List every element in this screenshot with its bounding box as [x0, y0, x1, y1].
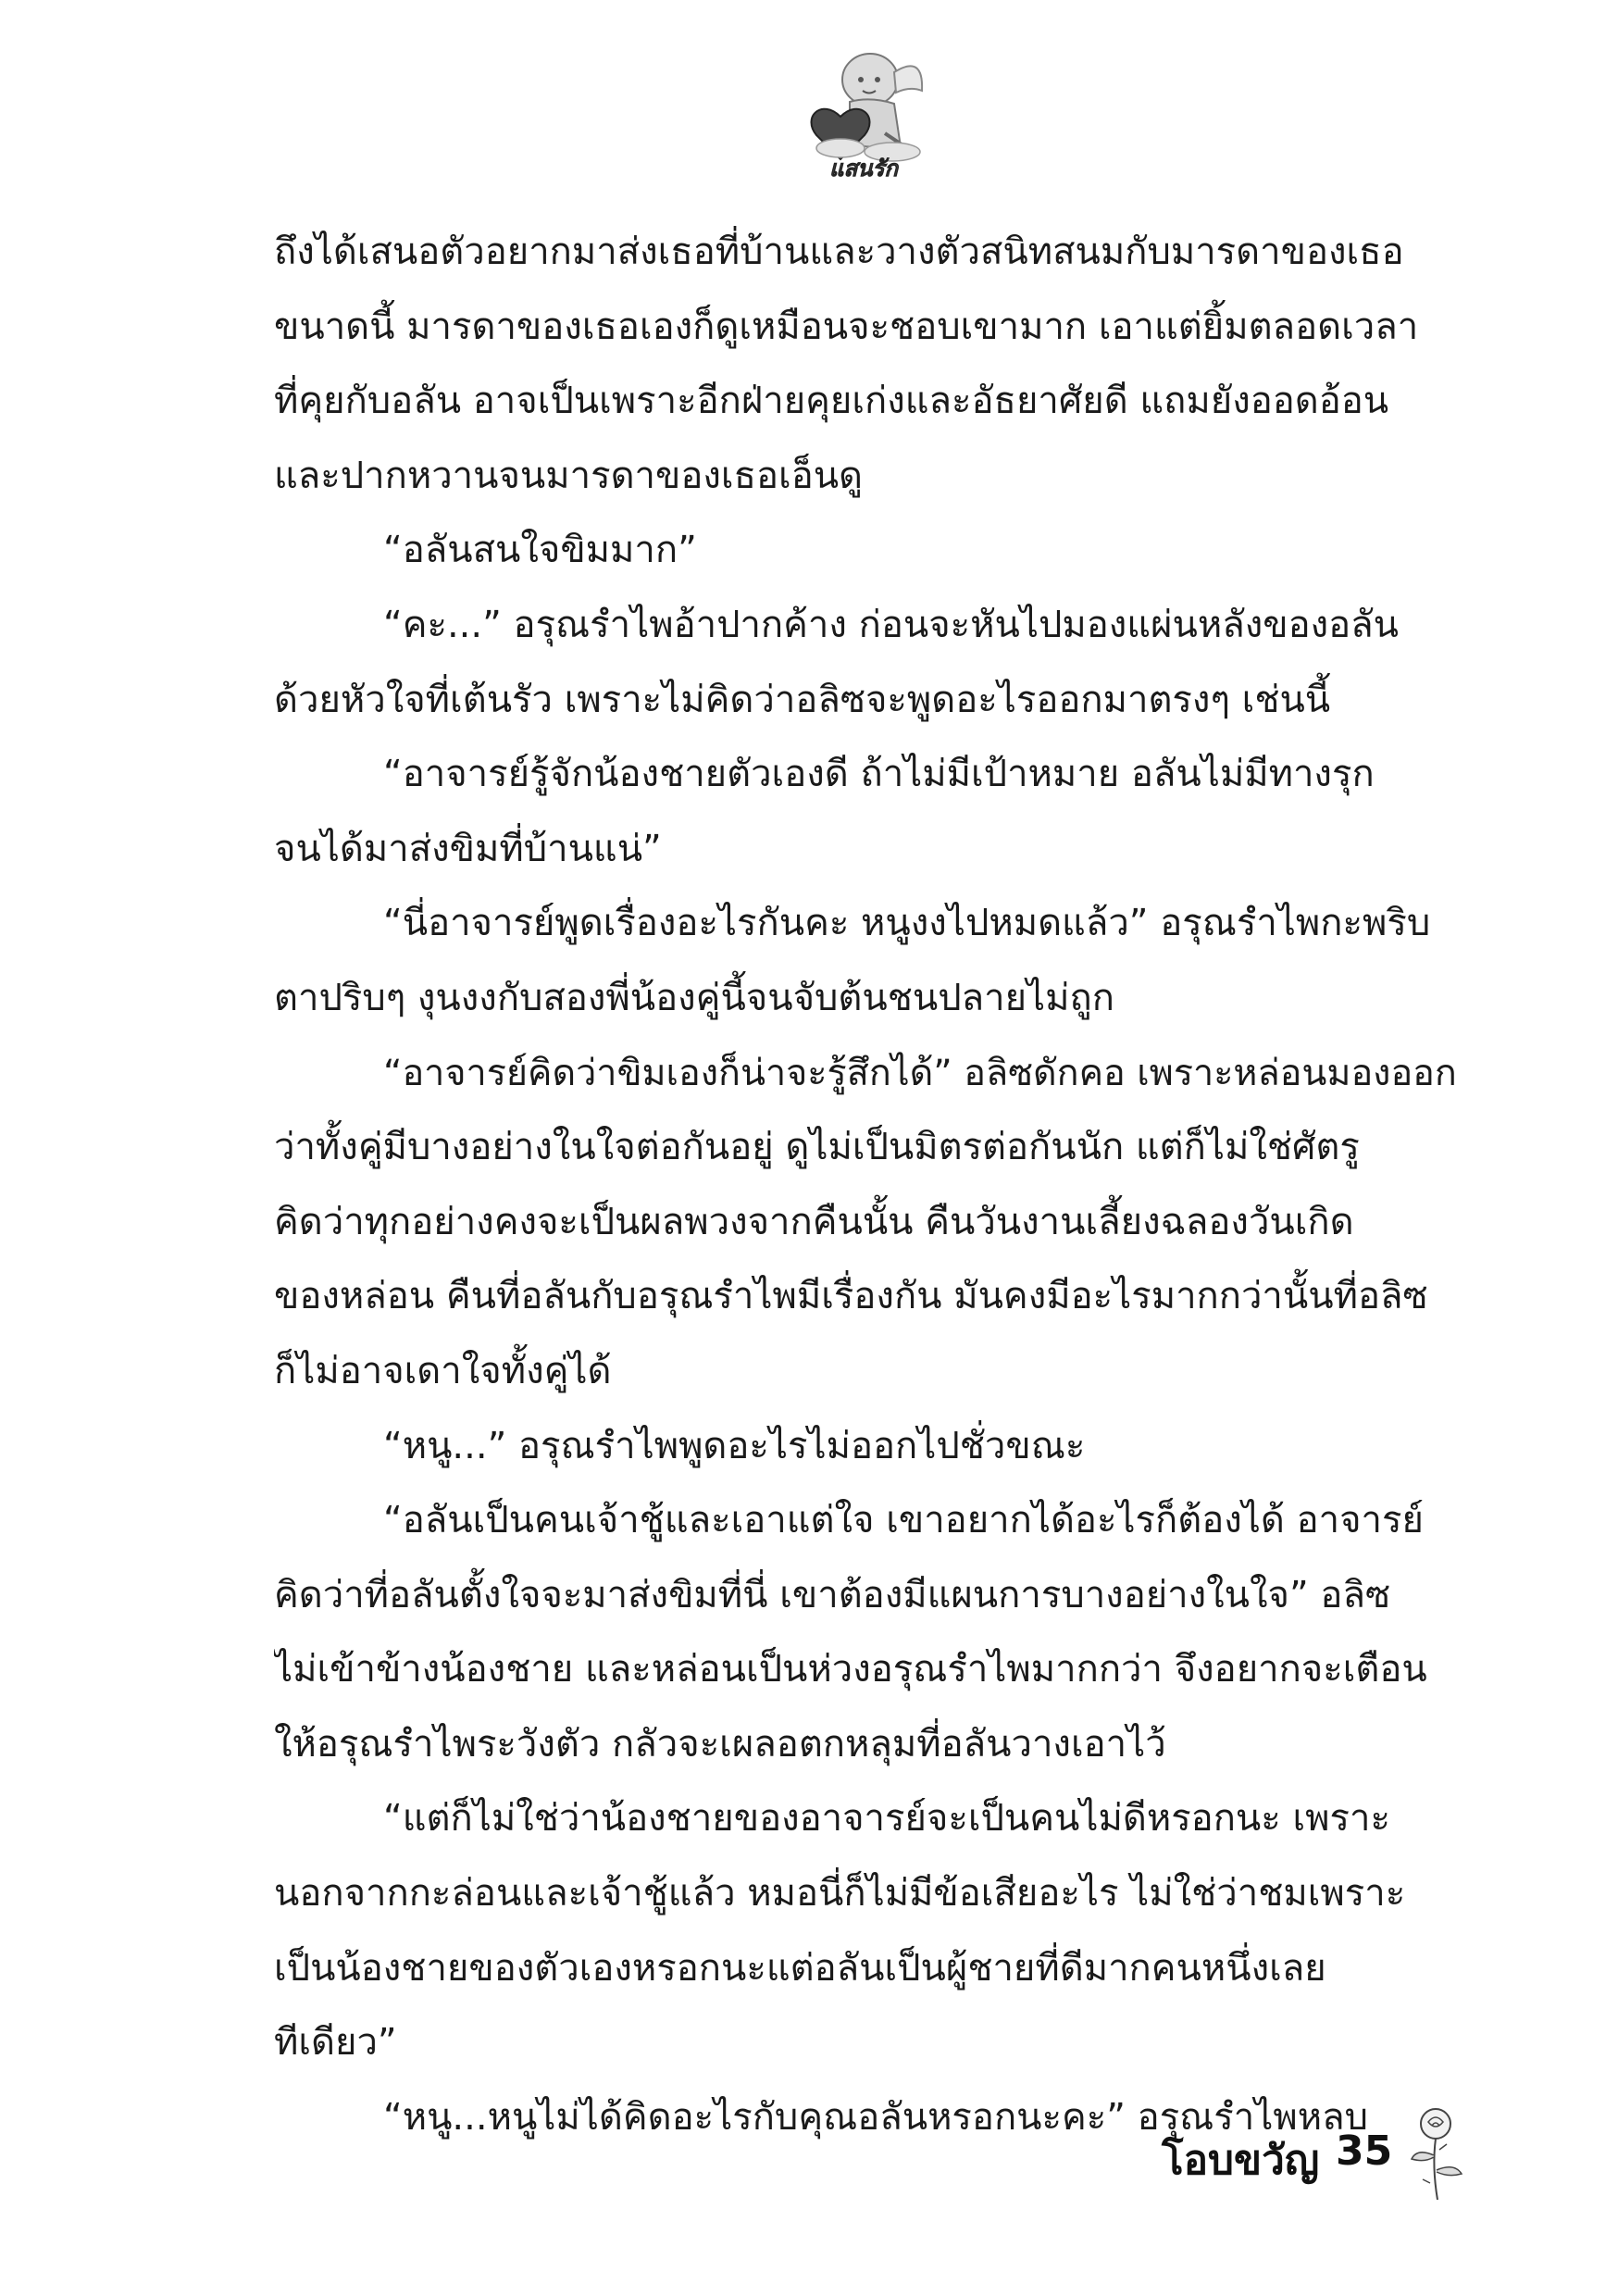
paragraph-first-line: “อาจารย์คิดว่าขิมเองก็น่าจะรู้สึกได้” อลิซดักคอ เพราะหล่อนมองออก [383, 1051, 1457, 1094]
text-line: คิดว่าที่อลันตั้งใจจะมาส่งขิมที่นี่ เขาต้องมีแผนการบางอย่างในใจ” อลิซ [274, 1573, 1391, 1616]
text-line: ของหล่อน คืนที่อลันกับอรุณรำไพมีเรื่องกัน มันคงมีอะไรมากกว่านั้นที่อลิซ [274, 1275, 1428, 1318]
logo-text: แสนรัก [829, 156, 898, 181]
text-line: ว่าทั้งคู่มีบางอย่างในใจต่อกันอยู่ ดูไม่เป็นมิตรต่อกันนัก แต่ก็ไม่ใช่ศัตรู [274, 1126, 1360, 1169]
text-line: ด้วยหัวใจที่เต้นรัว เพราะไม่คิดว่าอลิซจะพูดอะไรออกมาตรงๆ เช่นนี้ [274, 678, 1331, 721]
page-number: 35 [1336, 2128, 1393, 2175]
text-line: ก็ไม่อาจเดาใจทั้งคู่ได้ [274, 1349, 612, 1392]
paragraph-first-line: “นี่อาจารย์พูดเรื่องอะไรกันคะ หนูงงไปหมดแล้ว” อรุณรำไพกะพริบ [383, 902, 1431, 945]
text-line: ที่คุยกับอลัน อาจเป็นเพราะอีกฝ่ายคุยเก่งและอัธยาศัยดี แถมยังออดอ้อน [274, 380, 1389, 423]
text-line: ทีเดียว” [274, 2021, 397, 2065]
text-line: คิดว่าทุกอย่างคงจะเป็นผลพวงจากคืนนั้น คืนวันงานเลี้ยงฉลองวันเกิด [274, 1200, 1354, 1243]
paragraph-first-line: “หนู...หนูไม่ได้คิดอะไรกับคุณอลันหรอกนะคะ” อรุณรำไพหลบ [383, 2095, 1368, 2139]
paragraph-first-line: “คะ...” อรุณรำไพอ้าปากค้าง ก่อนจะหันไปมองแผ่นหลังของอลัน [383, 603, 1400, 646]
text-line: และปากหวานจนมารดาของเธอเอ็นดู [274, 454, 864, 497]
paragraph-first-line: “แต่ก็ไม่ใช่ว่าน้องชายของอาจารย์จะเป็นคนไม่ดีหรอกนะ เพราะ [383, 1797, 1390, 1841]
text-line: ให้อรุณรำไพระวังตัว กลัวจะเผลอตกหลุมที่อลันวางเอาไว้ [274, 1722, 1166, 1766]
header-logo [785, 44, 942, 183]
text-line: ถึงได้เสนอตัวอยากมาส่งเธอที่บ้านและวางตัวสนิทสนมกับมารดาของเธอ [274, 231, 1404, 273]
paragraph-first-line: “อลันเป็นคนเจ้าชู้และเอาแต่ใจ เขาอยากได้อะไรก็ต้องได้ อาจารย์ [383, 1499, 1424, 1542]
text-line: จนได้มาส่งขิมที่บ้านแน่” [274, 827, 662, 870]
rose-icon [1404, 2102, 1469, 2203]
paragraph-first-line: “อลันสนใจขิมมาก” [383, 529, 697, 572]
body-text [274, 215, 1468, 2154]
paragraph-first-line: “หนู...” อรุณรำไพพูดอะไรไม่ออกไปชั่วขณะ [383, 1424, 1086, 1467]
book-title: โอบขวัญ [1162, 2137, 1320, 2184]
text-line: ขนาดนี้ มารดาของเธอเองก็ดูเหมือนจะชอบเขามาก เอาแต่ยิ้มตลอดเวลา [274, 305, 1419, 348]
cupid-heart-icon [785, 44, 942, 183]
text-line: ไม่เข้าข้างน้องชาย และหล่อนเป็นห่วงอรุณรำไพมากกว่า จึงอยากจะเตือน [274, 1648, 1427, 1691]
text-line: เป็นน้องชายของตัวเองหรอกนะแต่อลันเป็นผู้ชายที่ดีมากคนหนึ่งเลย [274, 1946, 1326, 1990]
text-line: นอกจากกะล่อนและเจ้าชู้แล้ว หมอนี่ก็ไม่มีข้อเสียอะไร ไม่ใช่ว่าชมเพราะ [274, 1872, 1406, 1915]
text-line: ตาปริบๆ งุนงงกับสองพี่น้องคู่นี้จนจับต้นชนปลายไม่ถูก [274, 976, 1114, 1019]
paragraph-first-line: “อาจารย์รู้จักน้องชายตัวเองดี ถ้าไม่มีเป้าหมาย อลันไม่มีทางรุก [383, 753, 1375, 796]
page-footer [1162, 2102, 1495, 2203]
